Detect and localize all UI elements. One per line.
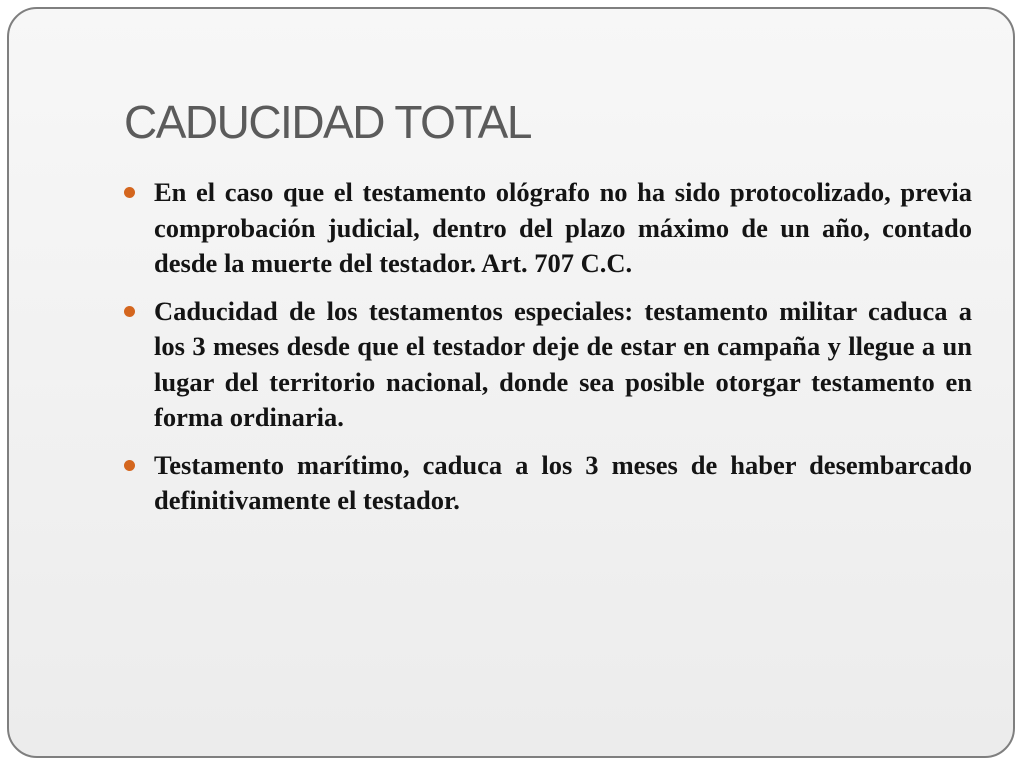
bullet-dot-icon bbox=[124, 187, 135, 198]
bullet-text-2: Caducidad de los testamentos especiales: testamento militar caduca a los 3 meses desde que el testador deje de estar en campaña y llegue a un lugar del territorio nacional, donde sea posible otorgar testamento en forma ordinaria. bbox=[154, 295, 972, 432]
bullet-text-3: Testamento marítimo, caduca a los 3 meses de haber desembarcado definitivamente el testador. bbox=[154, 449, 972, 515]
bullet-dot-icon bbox=[124, 460, 135, 471]
slide-frame bbox=[7, 7, 1015, 758]
bullet-text-1: En el caso que el testamento ológrafo no ha sido protocolizado, previa comprobación judicial, dentro del plazo máximo de un año, contado desde la muerte del testador. Art. 707 C.C. bbox=[154, 177, 972, 278]
bullet-item-2 bbox=[154, 294, 972, 436]
bullet-item-3 bbox=[154, 448, 972, 519]
bullet-dot-icon bbox=[124, 306, 135, 317]
bullet-item-1 bbox=[154, 175, 972, 282]
bullet-list bbox=[154, 175, 972, 531]
slide-title: CADUCIDAD TOTAL bbox=[124, 96, 531, 148]
